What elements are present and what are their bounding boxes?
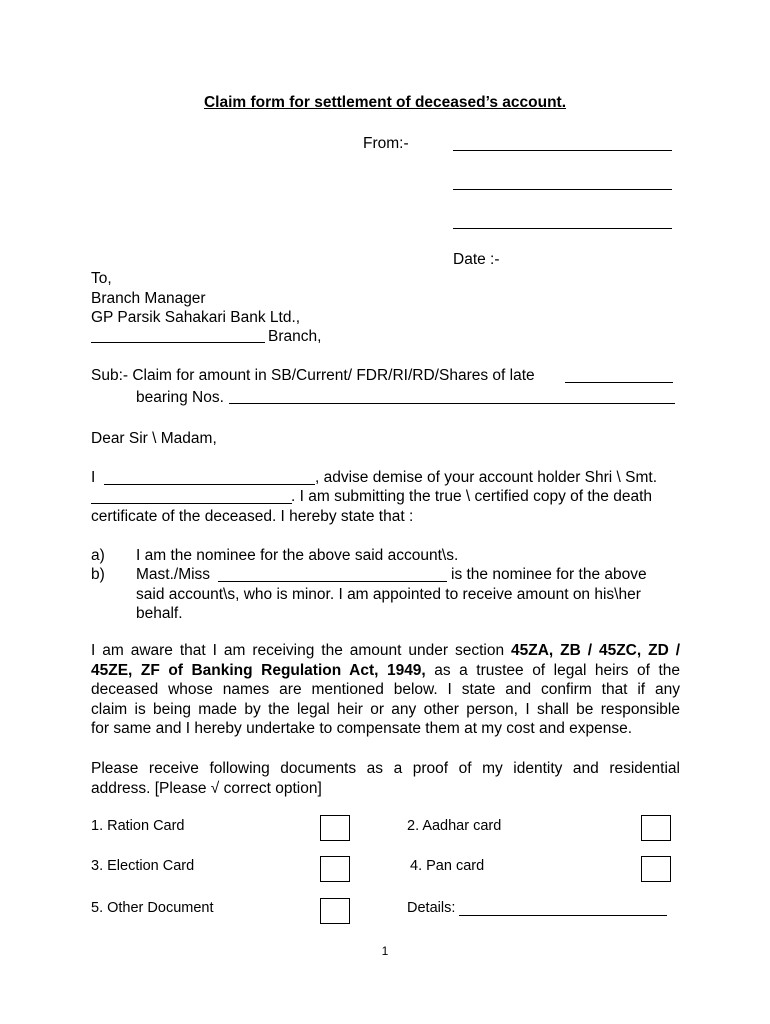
intro-advise: , advise demise of your account holder Shri \ Smt.	[315, 469, 658, 486]
option-a-marker: a)	[91, 547, 105, 564]
please-line-1: Please receive following documents as a proof of my identity and residential	[91, 760, 680, 777]
from-line-1[interactable]	[453, 150, 672, 151]
account-holder-name-line[interactable]	[91, 503, 292, 504]
branch-label: Branch,	[268, 328, 322, 345]
intro-i: I	[91, 469, 96, 486]
option-b-line-3: behalf.	[136, 605, 183, 622]
claimant-name-line[interactable]	[104, 484, 315, 485]
subject-line-1: Sub:- Claim for amount in SB/Current/ FDR/RI/RD/Shares of late	[91, 367, 535, 384]
intro-line-3: certificate of the deceased. I hereby state that :	[91, 508, 414, 525]
subject-line-2: bearing Nos.	[136, 389, 224, 406]
aware-line-1: I am aware that I am receiving the amount under section 45ZA, ZB / 45ZC, ZD /	[91, 642, 680, 659]
doc-other-label: 5. Other Document	[91, 900, 214, 916]
doc-election-label: 3. Election Card	[91, 858, 195, 874]
doc-details-label: Details:	[407, 900, 456, 916]
from-line-3[interactable]	[453, 228, 672, 229]
minor-name-line[interactable]	[218, 581, 447, 582]
aadhar-card-checkbox[interactable]	[641, 815, 671, 841]
details-line[interactable]	[459, 915, 667, 916]
option-b-marker: b)	[91, 566, 105, 583]
salutation: Dear Sir \ Madam,	[91, 430, 217, 447]
option-b-prefix: Mast./Miss	[136, 566, 211, 583]
form-title: Claim form for settlement of deceased’s account.	[203, 94, 567, 111]
election-card-checkbox[interactable]	[320, 856, 350, 882]
from-line-2[interactable]	[453, 189, 672, 190]
from-label: From:-	[363, 135, 409, 152]
aware-line-3: deceased whose names are mentioned below. I state and confirm that if any	[91, 681, 680, 698]
doc-pan-label: 4. Pan card	[410, 858, 485, 874]
option-b-suffix: is the nominee for the above	[451, 566, 647, 583]
recipient-bank: GP Parsik Sahakari Bank Ltd.,	[91, 309, 301, 326]
option-a-text: I am the nominee for the above said account\s.	[136, 547, 459, 564]
aware-line-4: claim is being made by the legal heir or any other person, I shall be responsible	[91, 700, 680, 718]
please-paragraph	[91, 759, 680, 798]
other-document-checkbox[interactable]	[320, 898, 350, 924]
deceased-name-line[interactable]	[565, 382, 673, 383]
option-b-line-2: said account\s, who is minor. I am appointed to receive amount on his\her	[136, 586, 641, 603]
please-line-2: address. [Please √ correct option]	[91, 779, 322, 797]
aware-paragraph	[91, 641, 680, 739]
aware-line-5: for same and I hereby undertake to compensate them at my cost and expense.	[91, 720, 633, 737]
ration-card-checkbox[interactable]	[320, 815, 350, 841]
doc-ration-label: 1. Ration Card	[91, 818, 185, 834]
account-numbers-line[interactable]	[229, 403, 675, 404]
recipient-designation: Branch Manager	[91, 290, 206, 307]
page-number: 1	[381, 944, 389, 958]
aware-line-2: 45ZE, ZF of Banking Regulation Act, 1949, as a trustee of legal heirs of the	[91, 661, 681, 679]
branch-name-line[interactable]	[91, 342, 265, 343]
date-label: Date :-	[453, 251, 500, 268]
pan-card-checkbox[interactable]	[641, 856, 671, 882]
doc-aadhar-label: 2. Aadhar card	[407, 818, 502, 834]
intro-submitting: . I am submitting the true \ certified copy of the death	[291, 488, 652, 505]
to-label: To,	[91, 270, 112, 287]
